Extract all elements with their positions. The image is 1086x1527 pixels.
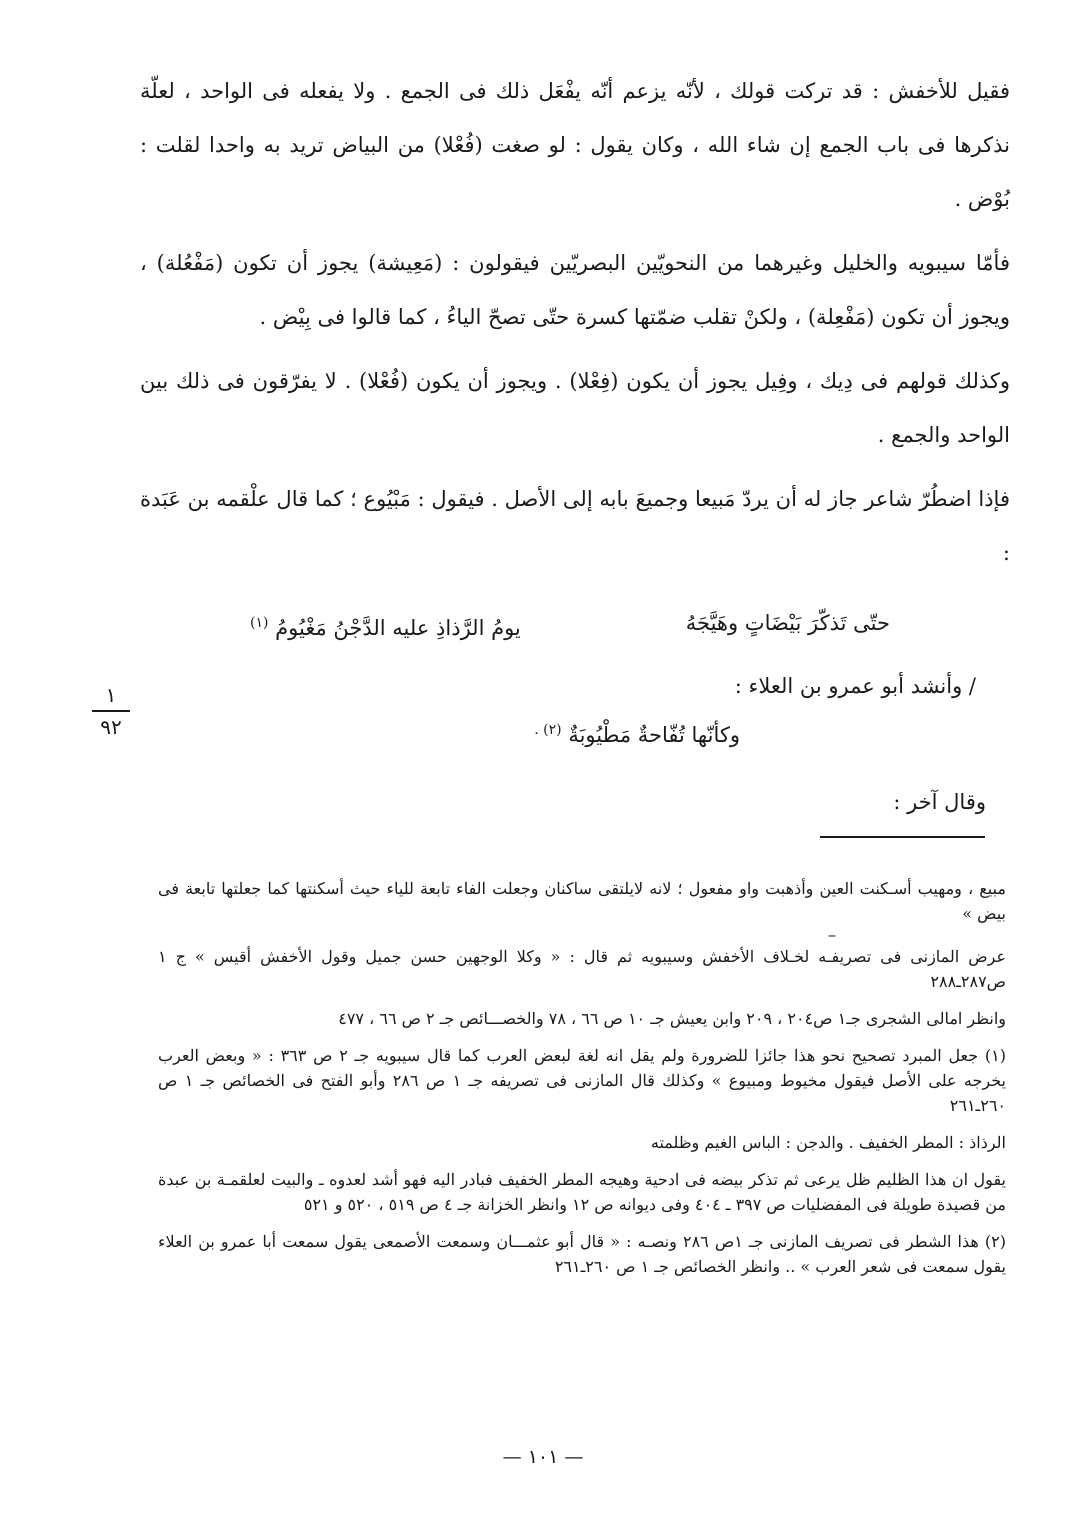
footnote-1-explanation: يقول ان هذا الظليم ظل يرعى ثم تذكر بيضه فى ادحية وهيجه المطر الخفيف فبادر اليه فهو أشد لعدوه ـ والبيت لعلقمـة بن عبدة من قصيدة طويلة فى المفضليات ص ٣٩٧ ـ ٤٠٤ وفى ديوانه ص ١٢ وانظر الخزانة جـ ٤ ص ٥١٩ ، ٥٢٠ و ٥٢١ [158, 1170, 1006, 1214]
footnote-continuation: مبيع ، ومهيب أسـكنت العين وأذهبت واو مفعول ؛ لانه لايلتقى ساكنان وجعلت الفاء تابعة للياء حيث أسكنتها كما جعلتها تابعة فى بيض » [158, 879, 1006, 923]
footnote-mazini: عرض المازنى فى تصريفـه لخـلاف الأخفش وسيبويه ثم قال : « وكلا الوجهين حسن جميل وقول الأخفش أقيس » ج ١ ص٢٨٧ـ٢٨٨ [158, 947, 1006, 991]
paragraph-3: وكذلك قولهم فى دِيك ، وفِيل يجوز أن يكون (فِعْلا) . ويجوز أن يكون (فُعْلا) . لا يفرّقون فى ذلك بين الواحد والجمع . [140, 369, 1010, 447]
paragraph-4: فإذا اضطُرّ شاعر جاز له أن يردّ مَبيعا وجميعَ بابه إلى الأصل . فيقول : مَبْيُوع ؛ كما قال علْقمه بن عَبَدة : [140, 487, 1010, 565]
verse-hemistich-2 [250, 596, 521, 655]
another-poet-line: وقال آخر : [893, 790, 986, 814]
quoted-hemistich-text: وكأنّها تُفّاحةٌ مَطْيُوبَةٌ [568, 723, 740, 747]
page-number: — ١٠١ — [502, 1446, 584, 1468]
footnote-ref-2: (٢) . [534, 722, 562, 738]
footnotes [158, 876, 1006, 1291]
anshad-line: / وأنشد أبو عمرو بن العلاء : [734, 674, 976, 698]
folio-marker-bottom: ٩٢ [100, 715, 122, 739]
footnote-references: وانظر امالى الشجرى جـ١ ص٢٠٤ ، ٢٠٩ وابن يعيش جـ ١٠ ص ٦٦ ، ٧٨ والخصـــائص جـ ٢ ص ٦٦ ، ٤٧٧ [338, 1009, 1006, 1028]
footnote-1: (١) جعل المبرد تصحيح نحو هذا جائزا للضرورة ولم يقل انه لغة لبعض العرب كما قال سيبويه جـ ٢ ص ٣٦٣ : « وبعض العرب يخرجه على الأصل فيقول مخيوط ومبيوع » وكذلك قال المازنى فى تصريفه جـ ١ ص ٢٨٦ وأبو الفتح فى الخصائص جـ ١ ص ٢٦٠ـ٢٦١ [158, 1046, 1006, 1115]
folio-marker-bar [92, 710, 130, 712]
manuscript-folio-marker [88, 682, 134, 740]
footnote-1-gloss: الرذاذ : المطر الخفيف . والدجن : الباس الغيم وظلمته [650, 1133, 1006, 1152]
footnote-dash: – [828, 925, 836, 944]
verse-hemistich-1: حتّى تَذكّرَ بَيْضَاتٍ وهَيَّجَهُ [685, 611, 890, 635]
quoted-hemistich [460, 722, 740, 747]
poetry-verse [150, 596, 910, 650]
paragraph-1: فقيل للأخفش : قد تركت قولك ، لأنّه يزعم أنّه يفْعَل ذلك فى الجمع . ولا يفعله فى الواحد ، لعلّة نذكرها فى باب الجمع إن شاء الله ، وكان يقول : لو صغت (فُعْلا) من البياض تريد به واحدا لقلت : بُوْض . [140, 79, 1010, 211]
paragraph-2: فأمّا سيبويه والخليل وغيرهما من النحويّين البصريّين فيقولون : (مَعِيشة) يجوز أن تكون (مَفْعُلة) ، ويجوز أن تكون (مَفْعِلة) ، ولكنْ تقلب ضمّتها كسرة حتّى تصحّ الياءُ ، كما قالوا فى بِيْض . [140, 251, 1010, 329]
main-text [140, 64, 1010, 580]
footnote-ref-1: (١) [250, 615, 269, 631]
footnote-2: (٢) هذا الشطر فى تصريف المازنى جـ ١ص ٢٨٦ ونصـه : « قال أبو عثمـــان وسمعت الأصمعى يقول سمعت أبا عمرو بن العلاء يقول سمعت فى شعر العرب » .. وانظر الخصائص جـ ١ ص ٢٦٠ـ٢٦١ [158, 1232, 1006, 1276]
verse-hemistich-2-text: يومُ الرَّذاذِ عليه الدَّجْنُ مَغْيُومُ [275, 616, 521, 640]
folio-marker-top: ١ [105, 683, 117, 707]
footnote-separator [820, 836, 985, 838]
